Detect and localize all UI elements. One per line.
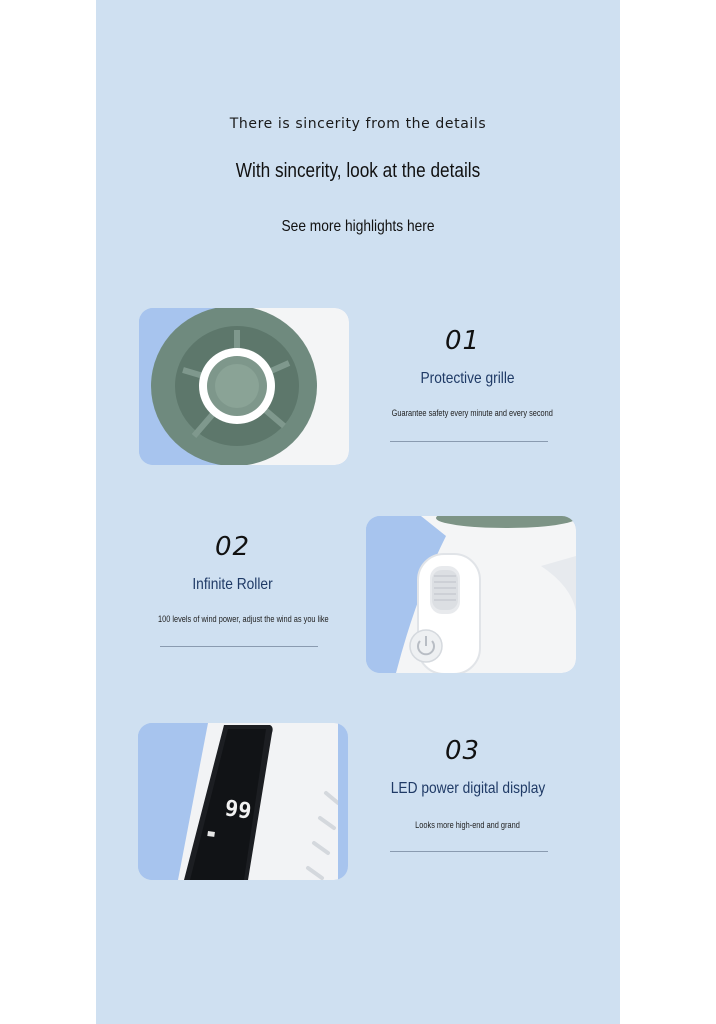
- feature-desc-03: Looks more high-end and grand: [415, 820, 520, 830]
- grille-photo: [139, 308, 349, 465]
- feature-number-02: 02: [214, 532, 251, 562]
- divider-03: [390, 851, 548, 852]
- fan-grille-illustration: [139, 308, 349, 465]
- led-display-illustration: [138, 723, 348, 880]
- divider-02: [160, 646, 318, 647]
- feature-number-01: 01: [444, 326, 481, 356]
- display-reading: 99: [223, 796, 253, 825]
- display-photo: [138, 723, 348, 880]
- roller-illustration: [366, 516, 576, 673]
- kicker-text: There is sincerity from the details: [229, 116, 487, 132]
- feature-title-02: Infinite Roller: [192, 576, 273, 593]
- feature-title-03: LED power digital display: [390, 780, 546, 797]
- headline: With sincerity, look at the details: [235, 160, 481, 182]
- subheadline: See more highlights here: [281, 218, 435, 235]
- divider-01: [390, 441, 548, 442]
- feature-desc-02: 100 levels of wind power, adjust the wind as you like: [158, 614, 329, 624]
- feature-title-01: Protective grille: [420, 370, 515, 387]
- feature-number-03: 03: [444, 736, 481, 766]
- feature-desc-01: Guarantee safety every minute and every second: [391, 408, 553, 418]
- roller-photo: [366, 516, 576, 673]
